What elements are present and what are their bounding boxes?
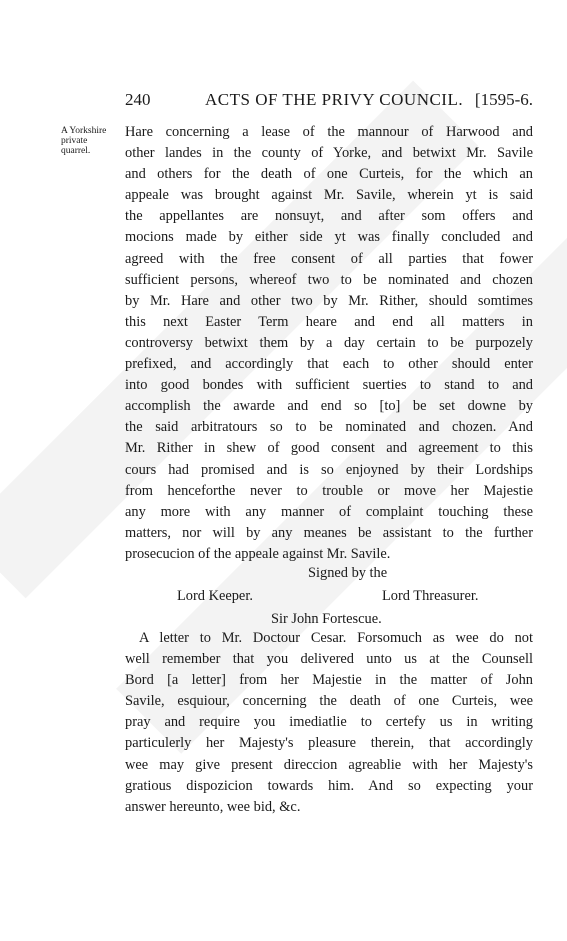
text-line: by Mr. Hare and other two by Mr. Rither, should somtimes <box>125 292 533 309</box>
text-line: the appellantes are nonsuyt, and after som offers and <box>125 208 533 225</box>
text-line: agreed with the free consent of all parties that fower <box>125 250 533 267</box>
page-number: 240 <box>125 90 151 109</box>
signatory-lord-threasurer: Lord Threasurer. <box>382 588 479 604</box>
text-line: particulerly her Majesty's pleasure therein, that accordingly <box>125 735 533 752</box>
text-line: into good bondes with sufficient suerties to stand to and <box>125 377 533 394</box>
text-line: this next Easter Term heare and end all matters in <box>125 313 533 330</box>
margin-note-line: A Yorkshire <box>61 126 107 136</box>
text-line: pray and require you imediatlie to certefy us in writing <box>125 714 533 731</box>
margin-note <box>61 126 121 156</box>
text-line: wee may give present direccion agreablie with her Majesty's <box>125 756 533 773</box>
text-line: prefixed, and accordingly that each to other should enter <box>125 356 533 373</box>
running-title: ACTS OF THE PRIVY COUNCIL. <box>205 90 464 109</box>
text-line: and others for the death of one Curteis, for the which an <box>125 166 533 183</box>
text-line: sufficient persons, whereof two to be nominated and chozen <box>125 271 533 288</box>
text-line: Bord [a letter] from her Majestie in the matter of John <box>125 672 533 689</box>
year-range: [1595-6. <box>474 90 533 109</box>
text-line: appeale was brought against Mr. Savile, wherein yt is said <box>125 187 533 204</box>
signed-by-heading: Signed by the <box>308 565 388 581</box>
signatory-lord-keeper: Lord Keeper. <box>177 588 253 604</box>
text-line: matters, nor will by any meanes be assistant to the further <box>125 524 533 541</box>
text-line: Savile, esquiour, concerning the death of one Curteis, wee <box>125 693 533 710</box>
signatory-fortescue: Sir John Fortescue. <box>271 611 382 627</box>
text-line: A letter to Mr. Doctour Cesar. Forsomuch as wee do not <box>139 630 533 646</box>
text-line: other landes in the county of Yorke, and betwixt Mr. Savile <box>125 145 533 162</box>
text-line: accomplish the awarde and end so [to] be set downe by <box>125 398 533 415</box>
text-line: cours had promised and is so enjoyned by their Lordships <box>125 461 533 478</box>
text-line: Mr. Rither in shew of good consent and agreement to this <box>125 440 533 457</box>
paragraph-arbitration <box>125 122 533 565</box>
text-line: from henceforthe never to trouble or move her Majestie <box>125 482 533 499</box>
text-line: answer hereunto, wee bid, &c. <box>125 798 301 815</box>
text-line: gratious dispozicion towards him. And so expecting your <box>125 777 533 794</box>
text-line: any more with any manner of complaint touching these <box>125 503 533 520</box>
page-header <box>125 90 533 112</box>
text-line: Hare concerning a lease of the mannour of Harwood and <box>125 124 533 140</box>
paragraph-letter <box>125 628 533 818</box>
text-line: controversy betwixt them by a day certain to be purpozely <box>125 334 533 351</box>
margin-note-line: private <box>61 136 88 146</box>
text-line: mocions made by either side yt was finally concluded and <box>125 229 533 246</box>
margin-note-line: quarrel. <box>61 146 91 156</box>
text-line: prosecucion of the appeale against Mr. Savile. <box>125 545 391 562</box>
text-line: the said arbitratours so to be nominated and chozen. And <box>125 419 533 436</box>
text-line: well remember that you delivered unto us at the Counsell <box>125 651 533 668</box>
